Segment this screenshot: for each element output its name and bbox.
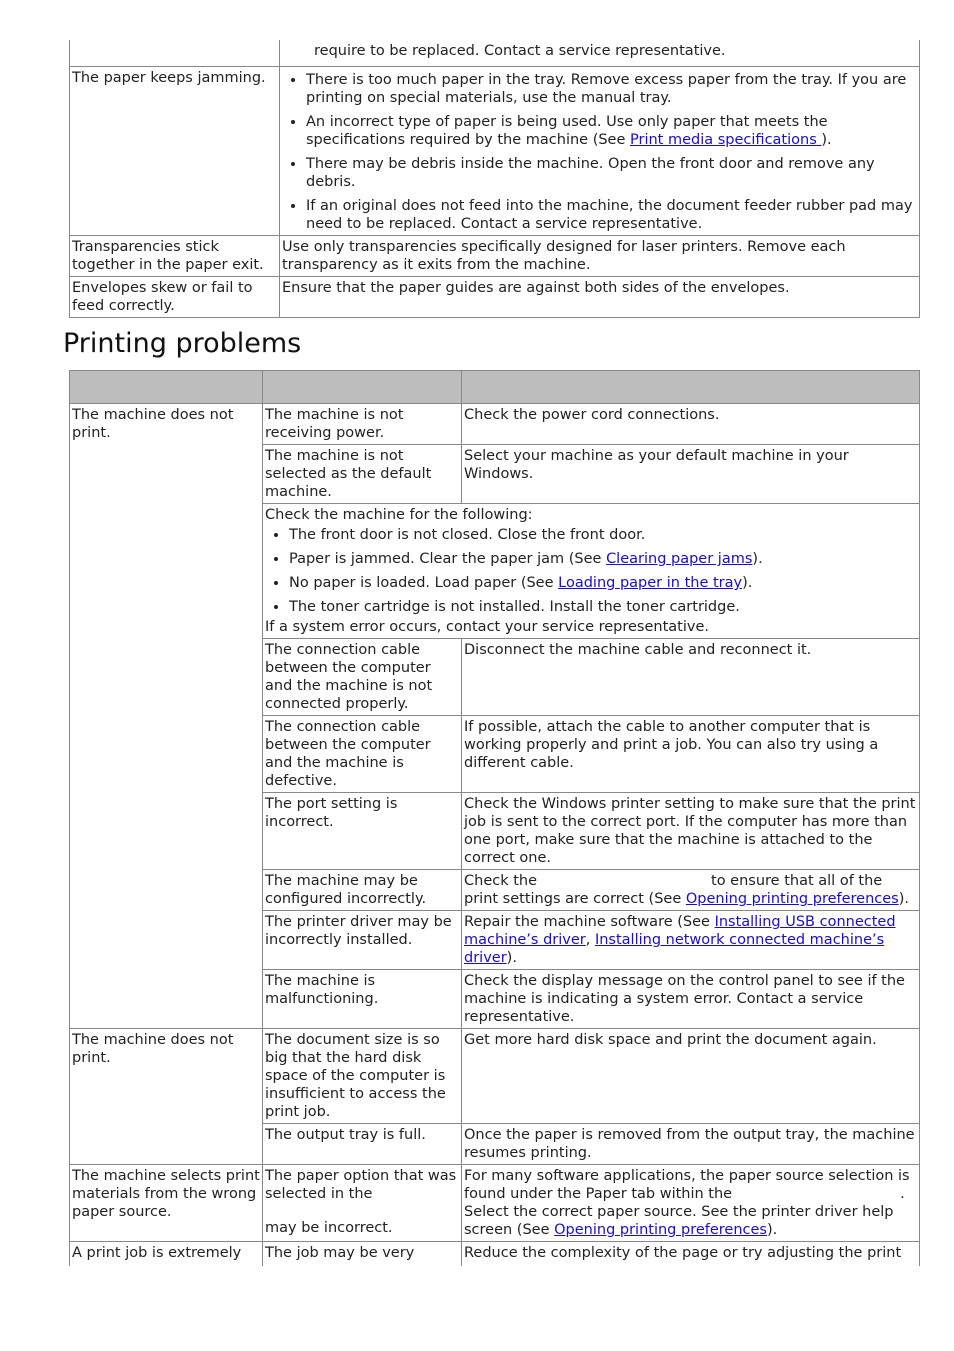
solution-cell: Disconnect the machine cable and reconnect it. bbox=[462, 639, 920, 716]
table-row bbox=[70, 404, 920, 445]
solution-cell: Check the power cord connections. bbox=[462, 404, 920, 445]
cause-cell: The machine is malfunctioning. bbox=[263, 970, 462, 1029]
list-item-text: An incorrect type of paper is being used. Use only paper that meets the specifications required by the machine (See bbox=[306, 114, 828, 148]
cause-cell: The printer driver may be incorrectly installed. bbox=[263, 911, 462, 970]
clearing-paper-jams-link[interactable]: Clearing paper jams bbox=[606, 551, 753, 567]
opening-printing-preferences-link[interactable]: Opening printing preferences bbox=[685, 891, 899, 907]
header-cell-solution bbox=[462, 371, 920, 404]
solution-text: ). bbox=[898, 891, 910, 907]
solution-text: to ensure that all of the print settings are correct (See bbox=[464, 873, 883, 907]
solution-text: Select the correct paper source. See the printer driver help screen (See bbox=[464, 1204, 894, 1238]
paper-feeding-table bbox=[69, 40, 920, 318]
installing-network-driver-link[interactable]: Installing network connected machine’s driver bbox=[464, 932, 885, 966]
list-item: • The toner cartridge is not installed. Install the toner cartridge. bbox=[289, 598, 917, 616]
solution-cell: Check the display message on the control panel to see if the machine is indicating a system error. Contact a service representative. bbox=[462, 970, 920, 1029]
cause-cell: The job may be very bbox=[263, 1242, 462, 1267]
cause-text: The paper option that was selected in the bbox=[265, 1168, 457, 1202]
list-item bbox=[306, 113, 917, 149]
checklist-cell bbox=[263, 504, 920, 639]
table-row bbox=[70, 277, 920, 318]
opening-printing-preferences-link[interactable]: Opening printing preferences bbox=[554, 1222, 767, 1238]
solution-cell: Get more hard disk space and print the document again. bbox=[462, 1029, 920, 1124]
cause-cell: The connection cable between the computer and the machine is not connected properly. bbox=[263, 639, 462, 716]
solution-cell bbox=[462, 870, 920, 911]
table-row bbox=[70, 1165, 920, 1242]
solution-cell: Check the Windows printer setting to make sure that the print job is sent to the correct port. If the computer has more than one port, make sure that the machine is attached to the correct one. bbox=[462, 793, 920, 870]
solution-text: Repair the machine software (See bbox=[464, 914, 715, 930]
table-row bbox=[70, 67, 920, 236]
solution-list bbox=[282, 71, 917, 233]
cause-cell: The machine is not selected as the default machine. bbox=[263, 445, 462, 504]
loading-paper-link[interactable]: Loading paper in the tray bbox=[558, 575, 743, 591]
problem-cell: Transparencies stick together in the paper exit. bbox=[70, 236, 280, 277]
table-row bbox=[70, 40, 920, 67]
problem-cell: The machine does not print. bbox=[70, 404, 263, 1029]
solution-cell: If possible, attach the cable to another computer that is working properly and print a job. You can also try using a different cable. bbox=[462, 716, 920, 793]
problem-cell: The paper keeps jamming. bbox=[70, 67, 280, 236]
problem-cell: A print job is extremely bbox=[70, 1242, 263, 1267]
solution-text: . bbox=[900, 1186, 905, 1202]
list-item: • The front door is not closed. Close the front door. bbox=[289, 526, 917, 544]
solution-cell bbox=[462, 1165, 920, 1242]
problem-cell: Envelopes skew or fail to feed correctly. bbox=[70, 277, 280, 318]
problem-cell: The machine selects print materials from the wrong paper source. bbox=[70, 1165, 263, 1242]
checklist-outro: If a system error occurs, contact your service representative. bbox=[265, 619, 709, 635]
list-item bbox=[289, 574, 917, 592]
table-header-row bbox=[70, 371, 920, 404]
cause-cell bbox=[263, 1165, 462, 1242]
solution-text: Check the bbox=[464, 873, 538, 889]
cause-cell: The machine is not receiving power. bbox=[263, 404, 462, 445]
cause-cell: The port setting is incorrect. bbox=[263, 793, 462, 870]
list-item: • If an original does not feed into the machine, the document feeder rubber pad may need to be replaced. Contact a service representative. bbox=[306, 197, 917, 233]
list-item bbox=[289, 550, 917, 568]
solution-cell bbox=[280, 67, 920, 236]
list-item-text: ). bbox=[821, 132, 832, 148]
cause-cell: The connection cable between the computer and the machine is defective. bbox=[263, 716, 462, 793]
printing-problems-table bbox=[69, 370, 920, 1266]
solution-cell: Ensure that the paper guides are against both sides of the envelopes. bbox=[280, 277, 920, 318]
solution-cell: Once the paper is removed from the output tray, the machine resumes printing. bbox=[462, 1124, 920, 1165]
list-item: • There may be debris inside the machine. Open the front door and remove any debris. bbox=[306, 155, 917, 191]
solution-cell: Reduce the complexity of the page or try adjusting the print bbox=[462, 1242, 920, 1267]
list-item: • There is too much paper in the tray. Remove excess paper from the tray. If you are printing on special materials, use the manual tray. bbox=[306, 71, 917, 107]
cause-cell: The output tray is full. bbox=[263, 1124, 462, 1165]
solution-text: For many software applications, the paper source selection is found under the Paper tab within the bbox=[464, 1168, 910, 1202]
installing-usb-driver-link[interactable]: Installing USB connected machine’s driver bbox=[464, 914, 896, 948]
checklist-intro: Check the machine for the following: bbox=[265, 507, 533, 523]
cause-cell: The document size is so big that the hard disk space of the computer is insufficient to access the print job. bbox=[263, 1029, 462, 1124]
solution-cell bbox=[462, 911, 920, 970]
solution-cell: require to be replaced. Contact a service representative. bbox=[280, 40, 920, 67]
solution-text: ). bbox=[766, 1222, 778, 1238]
solution-text: , bbox=[585, 932, 595, 948]
problem-cell bbox=[70, 40, 280, 67]
cause-cell: The machine may be configured incorrectly. bbox=[263, 870, 462, 911]
list-item-text: ). bbox=[752, 551, 763, 567]
print-media-specifications-link[interactable]: Print media specifications bbox=[630, 132, 822, 148]
list-item-text: No paper is loaded. Load paper (See bbox=[289, 575, 559, 591]
table-row bbox=[70, 236, 920, 277]
checklist bbox=[265, 526, 917, 616]
solution-cell: Use only transparencies specifically designed for laser printers. Remove each transparency as it exits from the machine. bbox=[280, 236, 920, 277]
header-cell-condition bbox=[70, 371, 263, 404]
table-row bbox=[70, 1029, 920, 1124]
solution-text: ). bbox=[506, 950, 517, 966]
header-cell-cause bbox=[263, 371, 462, 404]
section-title: Printing problems bbox=[63, 328, 302, 359]
solution-cell: Select your machine as your default machine in your Windows. bbox=[462, 445, 920, 504]
cause-text: may be incorrect. bbox=[265, 1220, 393, 1236]
table-row bbox=[70, 1242, 920, 1267]
list-item-text: ). bbox=[742, 575, 753, 591]
problem-cell: The machine does not print. bbox=[70, 1029, 263, 1165]
list-item-text: Paper is jammed. Clear the paper jam (See bbox=[289, 551, 607, 567]
